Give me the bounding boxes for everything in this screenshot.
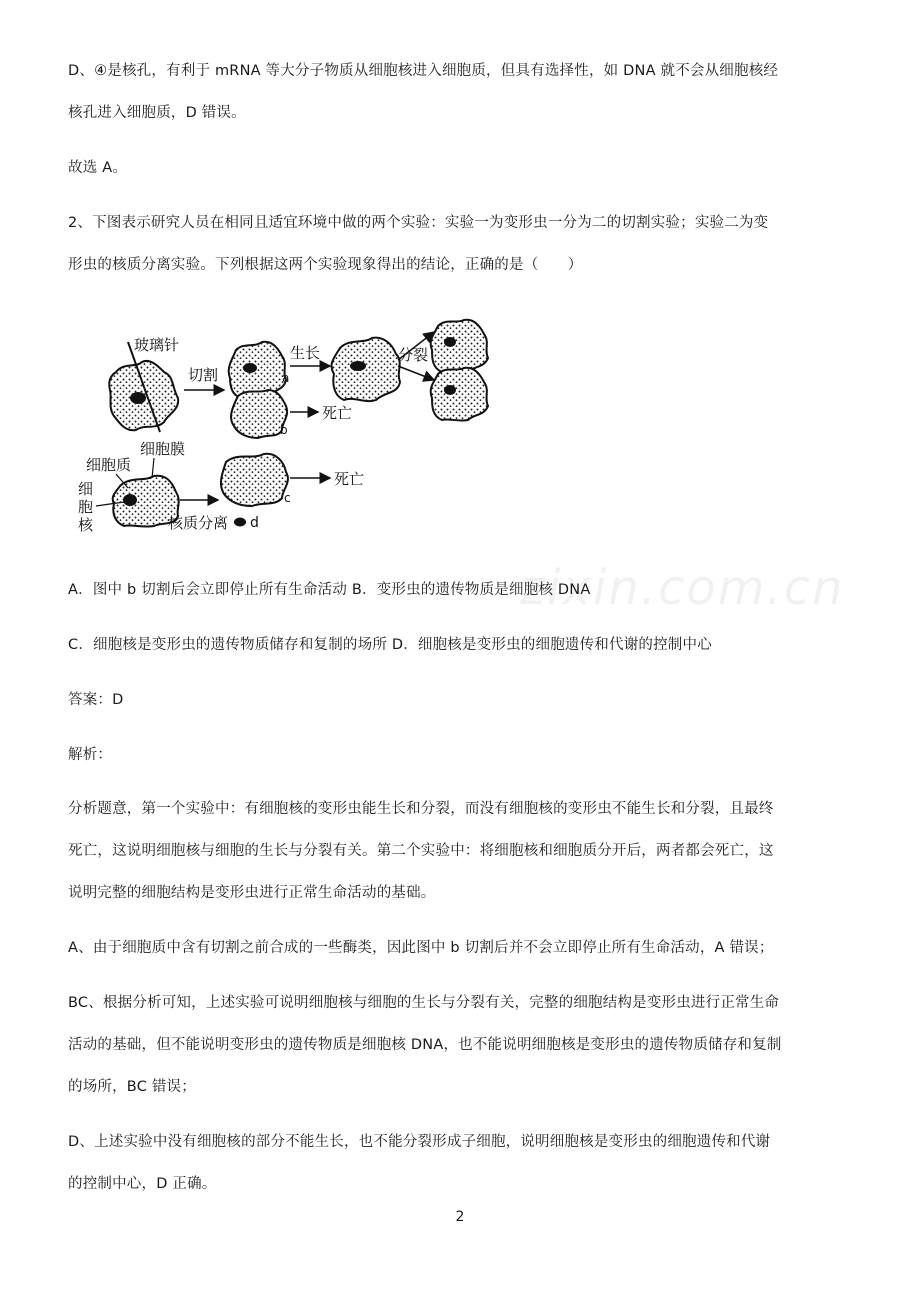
nucleus (130, 392, 146, 404)
amoeba-experiment-diagram (68, 312, 508, 538)
analysis-text: 死亡，这说明细胞核与细胞的生长与分裂有关。第二个实验中：将细胞核和细胞质分开后，两者都会死亡，这 (68, 843, 774, 859)
grow-label: 生长 (290, 344, 321, 362)
death-label-c: 死亡 (334, 470, 365, 488)
analysis-text: 的场所，BC 错误； (68, 1079, 196, 1095)
amoeba-daughter-1 (431, 320, 488, 373)
cut-label: 切割 (188, 366, 219, 384)
analysis-heading: 解析： (68, 747, 113, 763)
membrane-pointer (152, 458, 154, 478)
nucleus (350, 361, 366, 371)
label-d: d (250, 515, 259, 531)
death-label-b: 死亡 (322, 404, 353, 422)
label-b: b (280, 423, 288, 437)
label-a: a (282, 371, 290, 385)
nucleus-label: 细 (78, 480, 94, 498)
analysis-text: 活动的基础，但不能说明变形虫的遗传物质是细胞核 DNA，也不能说明细胞核是变形虫的遗传物质储存和复制 (68, 1037, 782, 1053)
question-2-stem: 形虫的核质分离实验。下列根据这两个实验现象得出的结论，正确的是（ ） (68, 257, 583, 273)
amoeba-b (231, 390, 287, 438)
text-line: 核孔进入细胞质，D 错误。 (68, 105, 246, 121)
nucleus (123, 494, 137, 506)
label-c: c (284, 491, 291, 505)
membrane-label: 细胞膜 (140, 440, 186, 458)
glass-needle-label: 玻璃针 (134, 336, 180, 354)
analysis-text: 说明完整的细胞结构是变形虫进行正常生命活动的基础。 (68, 885, 436, 901)
page-number: 2 (455, 1209, 465, 1225)
analysis-text: 分析题意，第一个实验中：有细胞核的变形虫能生长和分裂，而没有细胞核的变形虫不能生长和分裂，且最终 (68, 801, 774, 817)
amoeba-grown (332, 338, 400, 401)
analysis-text: BC、根据分析可知，上述实验可说明细胞核与细胞的生长与分裂有关，完整的细胞结构是变形虫进行正常生命 (68, 995, 780, 1011)
divide-label: 分裂 (398, 346, 429, 364)
amoeba-c (221, 454, 288, 506)
cytoplasm-label: 细胞质 (86, 456, 132, 474)
nucleus (243, 363, 257, 373)
divide-arrow-bottom (398, 366, 434, 380)
nucleus (444, 337, 456, 347)
answer: 答案：D (68, 692, 124, 708)
nucleus-label: 核 (78, 516, 94, 534)
amoeba-daughter-2 (431, 368, 488, 421)
amoeba-a (229, 342, 286, 398)
option-a-b: A．图中 b 切割后会立即停止所有生命活动 B．变形虫的遗传物质是细胞核 DNA (68, 582, 591, 598)
watermark: zixin.com.cn (520, 560, 845, 616)
option-c-d: C．细胞核是变形虫的遗传物质储存和复制的场所 D．细胞核是变形虫的细胞遗传和代谢的控制中心 (68, 637, 712, 653)
text-line: 故选 A。 (68, 160, 128, 176)
question-2-stem: 2、下图表示研究人员在相同且适宜环境中做的两个实验：实验一为变形虫一分为二的切割实验；实验二为变 (68, 215, 769, 231)
text-line: D、④是核孔，有利于 mRNA 等大分子物质从细胞核进入细胞质，但具有选择性，如 DNA 就不会从细胞核经 (68, 63, 779, 79)
analysis-text: 的控制中心，D 正确。 (68, 1176, 217, 1192)
analysis-text: D、上述实验中没有细胞核的部分不能生长，也不能分裂形成子细胞，说明细胞核是变形虫的细胞遗传和代谢 (68, 1134, 771, 1150)
analysis-text: A、由于细胞质中含有切割之前合成的一些酶类，因此图中 b 切割后并不会立即停止所有生命活动，A 错误； (68, 940, 774, 956)
nucleus-d (234, 518, 246, 527)
separation-label: 核质分离 (168, 514, 229, 532)
nucleus-label: 胞 (78, 498, 94, 516)
nucleus (444, 385, 456, 395)
